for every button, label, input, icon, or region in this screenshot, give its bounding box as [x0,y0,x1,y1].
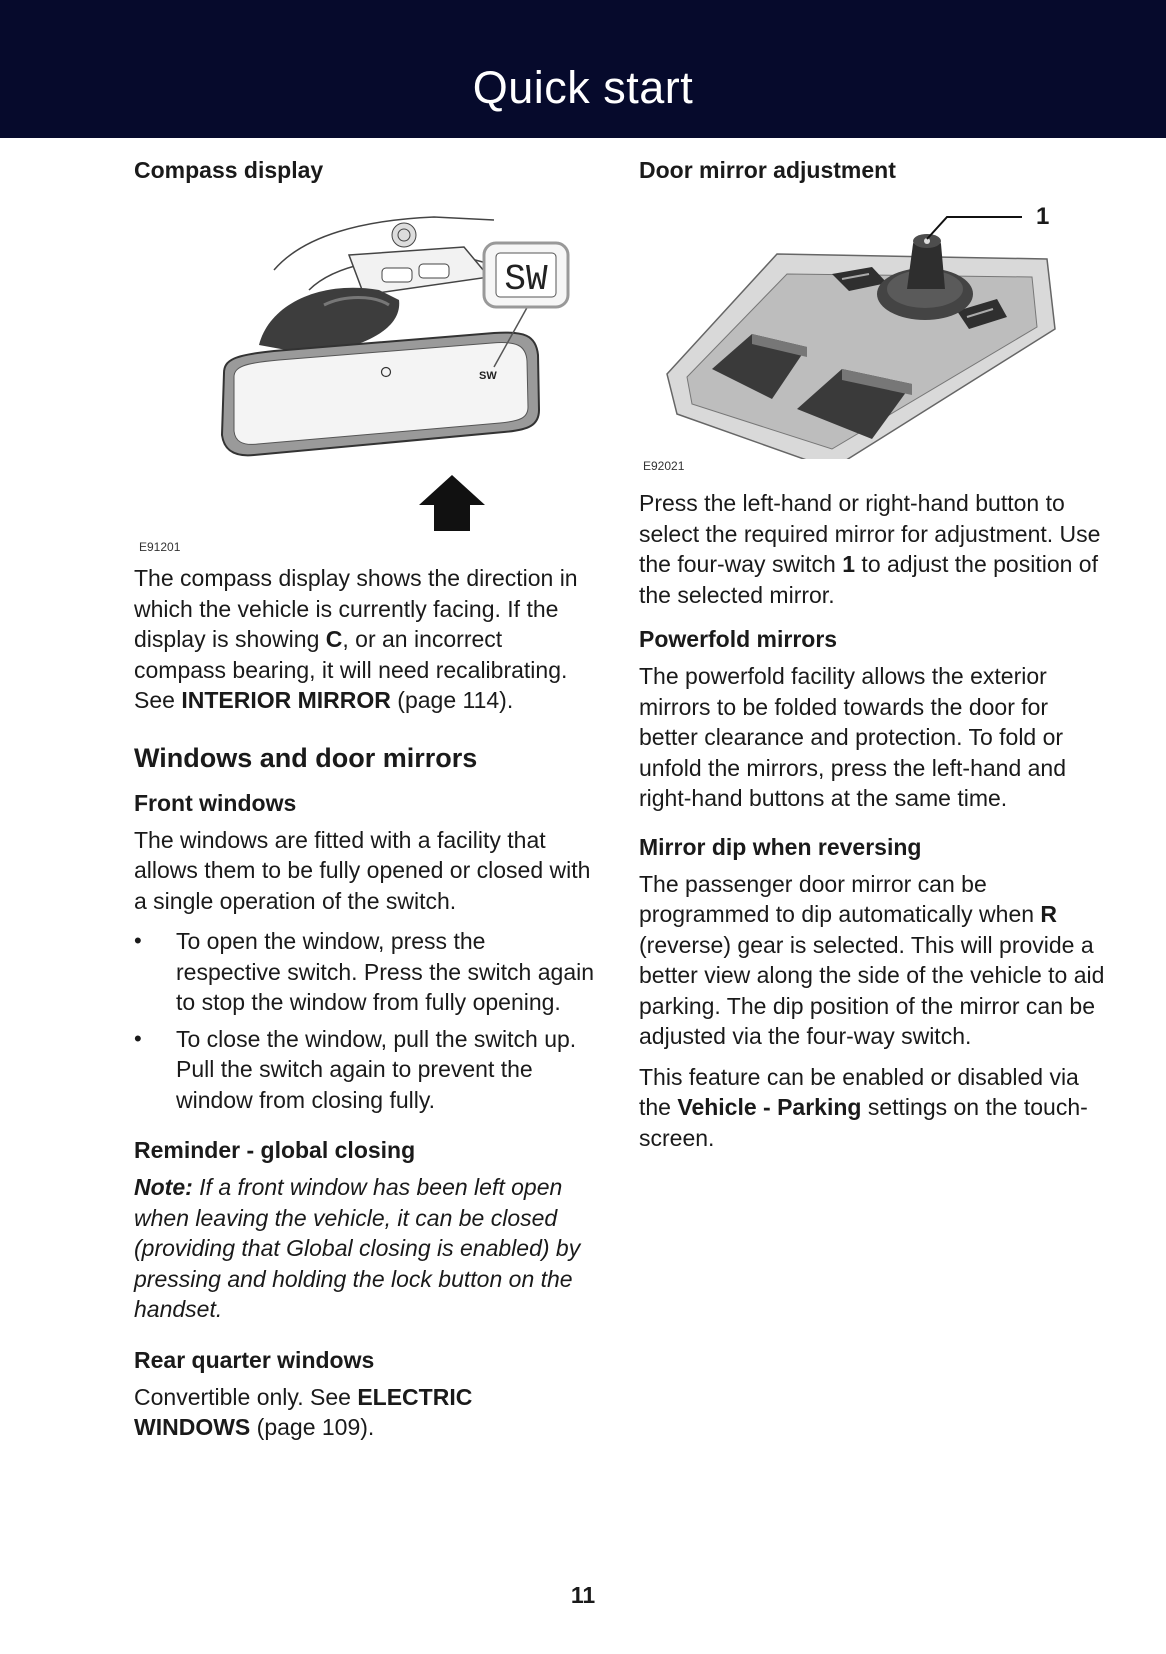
mirror-compass-small-text: SW [479,370,497,382]
mirror-dip-heading: Mirror dip when reversing [639,833,922,860]
door-mirror-body: Press the left-hand or right-hand button to select the required mirror for adjustment. Use the four-way switch 1 to adjust the position of the selected mirror. [639,490,1101,608]
reminder-note: Note: If a front window has been left open when leaving the vehicle, it can be closed (providing that Global closing is enabled) by pressing and holding the lock button on the handset. [134,1174,581,1322]
powerfold-heading: Powerfold mirrors [639,626,838,652]
door-mirror-figure-code: E92021 [643,459,685,473]
door-mirror-figure [639,195,1109,480]
reminder-heading: Reminder - global closing [134,1137,416,1163]
electric-windows-reference[interactable]: ELECTRIC WINDOWS [134,1383,473,1440]
compass-heading: Compass display [134,157,324,183]
left-column [134,155,594,1453]
windows-section-heading: Windows and door mirrors [134,742,478,773]
mirror-dip-body: The passenger door mirror can be programmed to dip automatically when R (reverse) gear is selected. This will provide a better view along the side of the vehicle to aid parking. The dip position of the mirror can be adjusted via the four-way switch. [639,870,1105,1049]
compass-display-reading: SW [504,259,548,300]
vehicle-parking-settings-reference: Vehicle - Parking [677,1094,862,1120]
list-item: • To close the window, pull the switch up. Pull the switch again to prevent the window from closing fully. [134,1024,594,1116]
mirror-dip-settings-body: This feature can be enabled or disabled via the Vehicle - Parking settings on the touch-screen. [639,1063,1088,1151]
front-windows-list [134,926,594,1115]
rear-quarter-body: Convertible only. See ELECTRIC WINDOWS (page 109). [134,1383,473,1440]
rear-view-mirror-illustration [134,195,594,547]
mirror-switch-illustration [657,199,1077,459]
front-windows-heading: Front windows [134,789,297,816]
up-arrow-icon [419,475,485,531]
door-mirror-heading: Door mirror adjustment [639,157,896,183]
compass-figure-code: E91201 [139,540,181,554]
page-title: Quick start [472,62,694,113]
page-number: 11 [570,1582,596,1608]
interior-mirror-reference[interactable]: INTERIOR MIRROR [181,687,391,713]
list-item: • To open the window, press the respective switch. Press the switch again to stop the window from fully opening. [134,926,594,1018]
callout-number: 1 [1036,203,1050,230]
powerfold-body: The powerfold facility allows the exterior mirrors to be folded towards the door for better clearance and protection. To fold or unfold the mirrors, press the left-hand and right-hand buttons at the same time. [639,663,1067,811]
rear-quarter-heading: Rear quarter windows [134,1346,375,1373]
right-column [639,155,1109,1163]
compass-body: The compass display shows the direction in which the vehicle is currently facing. If the display is showing C, or an incorrect compass bearing, it will need recalibrating. See INTERIOR MIRROR (page 114). [134,565,578,713]
page-header [0,0,1166,138]
front-windows-body: The windows are fitted with a facility that allows them to be fully opened or closed with a single operation of the switch. [134,826,591,914]
compass-figure [134,195,594,554]
